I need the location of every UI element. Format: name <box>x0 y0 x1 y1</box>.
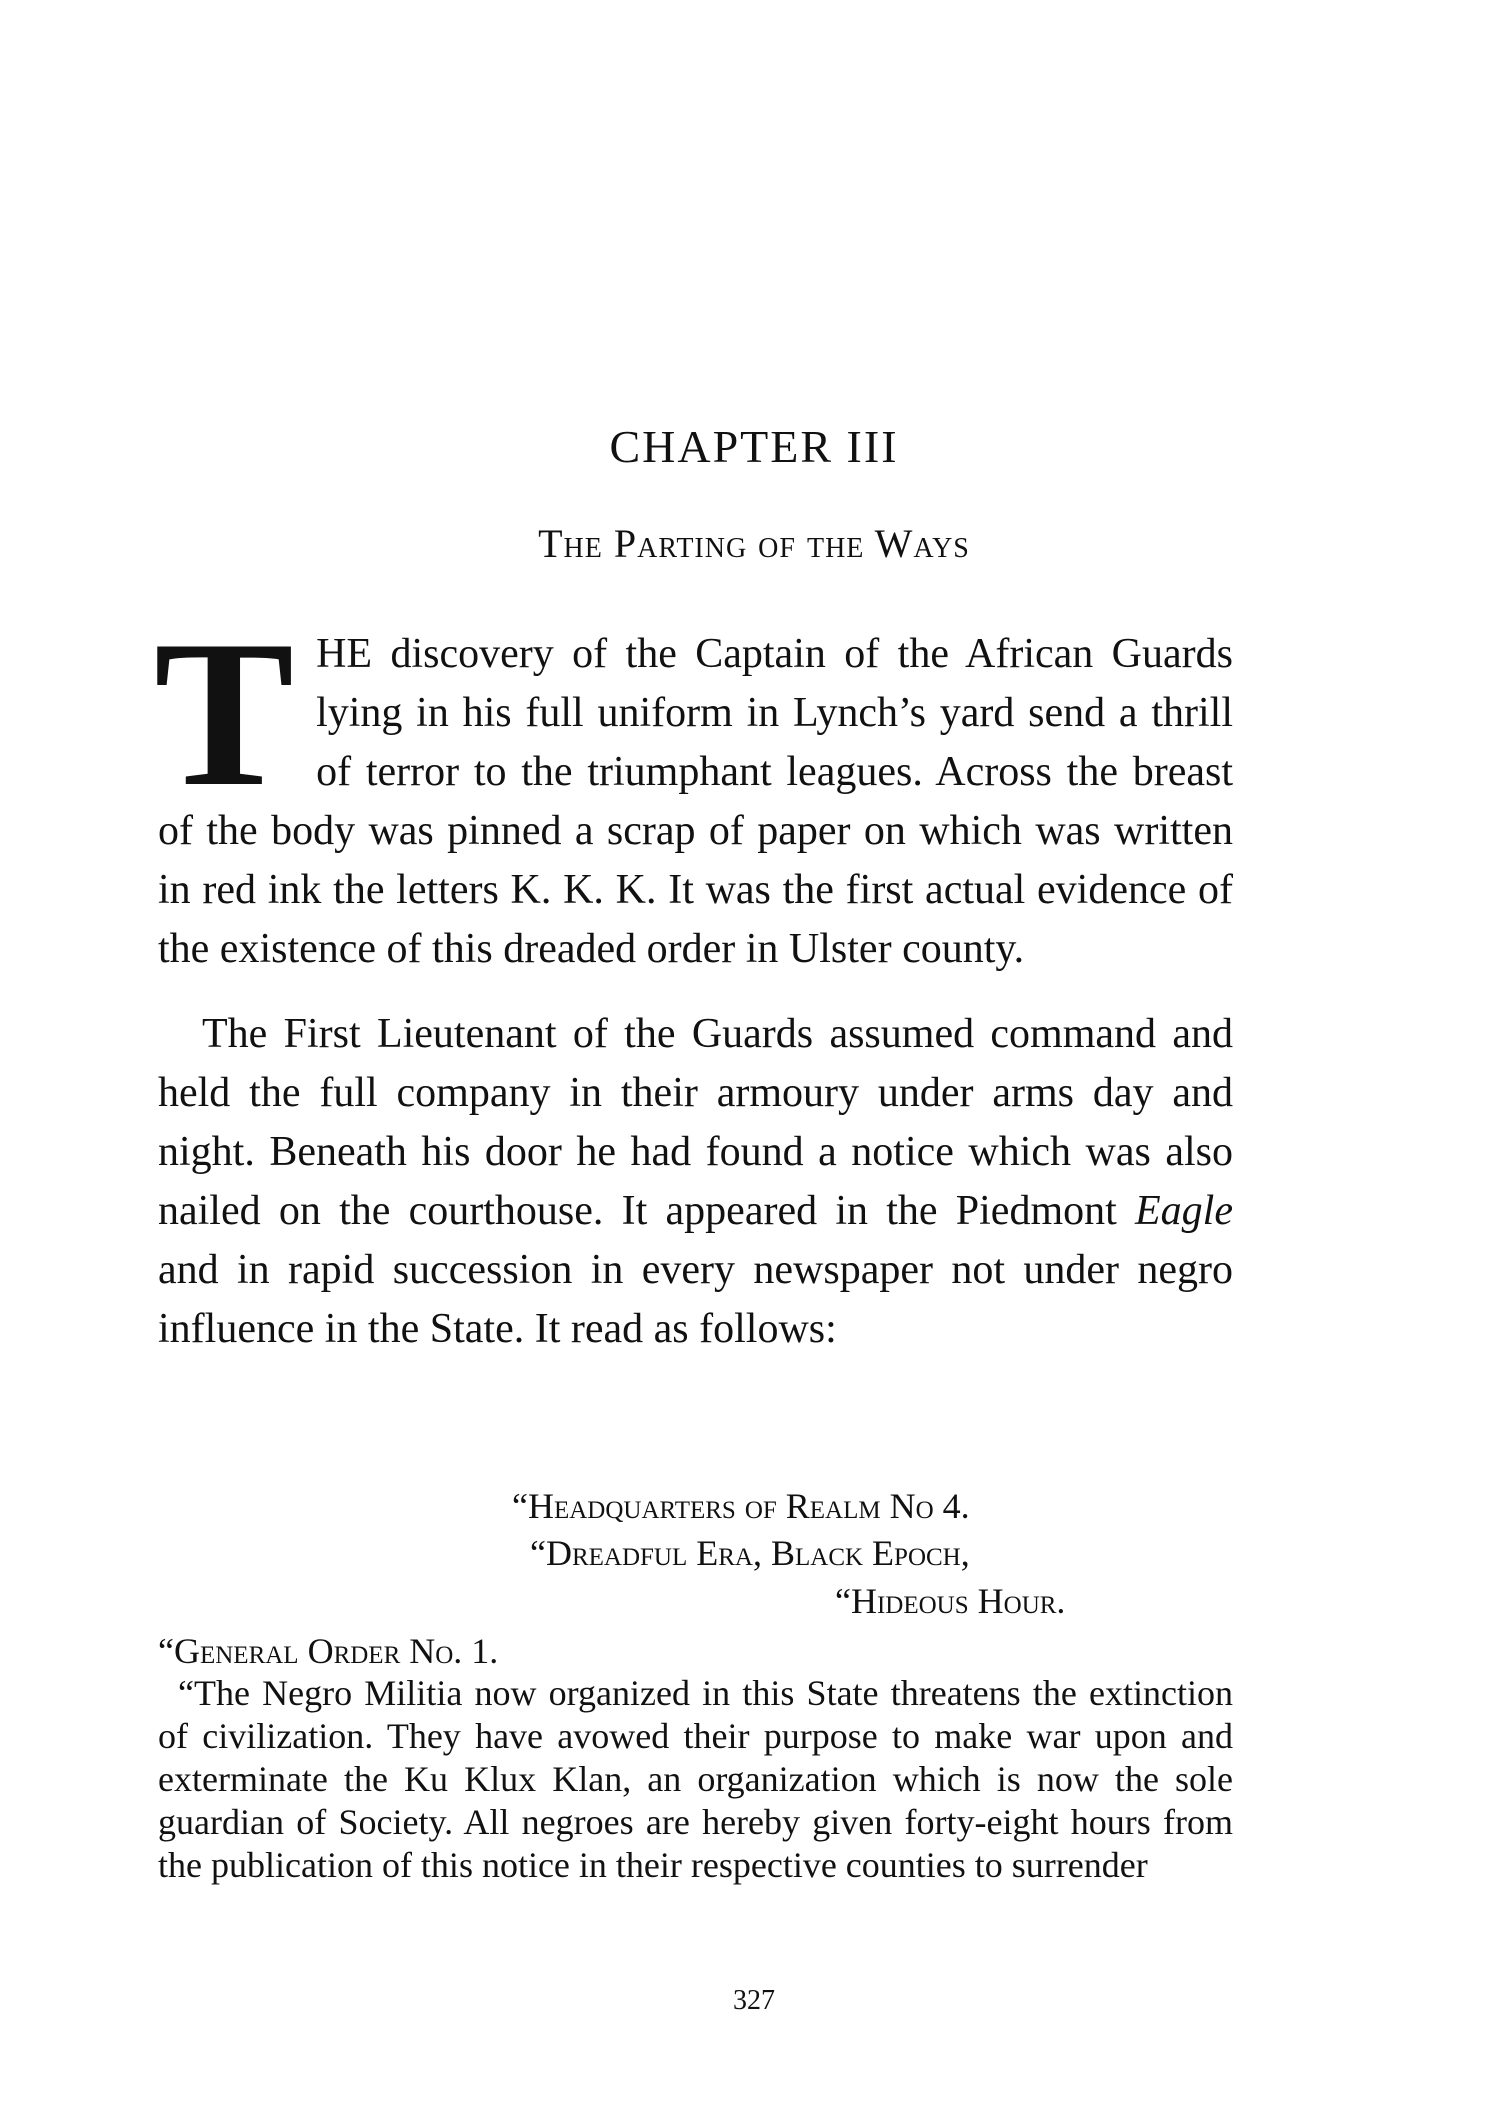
paragraph-2 <box>158 1005 1233 1359</box>
chapter-title: The Parting of the Ways <box>538 521 970 566</box>
paragraph-1-text: HE discovery of the Captain of the African Guards lying in his full uniform in Lynch’s yard send a thrill of terror to the triumphant leagues. Across the breast of the body was pinned a scrap of paper on which was written in red ink the letters K. K. K. It was the first actual evidence of the existence of this dreaded order in Ulster county. <box>158 631 1233 972</box>
notice-header-line-3: “Hideous Hour. <box>835 1581 1066 1621</box>
notice-header-line-1: “Headquarters of Realm No 4. <box>512 1486 970 1526</box>
drop-cap: T <box>154 598 295 830</box>
page-number: 327 <box>733 1985 775 2016</box>
paragraph-1 <box>154 598 1233 979</box>
paragraph-2-text-end: and in rapid succession in every newspaper not under negro influence in the State. It read as follows: <box>158 1247 1233 1352</box>
general-order-text: “The Negro Militia now organized in this State threatens the extinction of civilization. They have avowed their purpose to make war upon and exterminate the Ku Klux Klan, an organization which is now the sole guardian of Society. All negroes are hereby given forty-eight hours from the publication of this notice in their respective counties to surrender <box>158 1673 1233 1885</box>
newspaper-name: Eagle <box>1135 1188 1233 1234</box>
chapter-heading: CHAPTER III <box>609 421 899 472</box>
general-order-heading: “General Order No. 1. <box>158 1631 499 1671</box>
paragraph-2-text-start: The First Lieutenant of the Guards assumed command and held the full company in their armoury under arms day and night. Beneath his door he had found a notice which was also nailed on the courthouse. It appeared in the Piedmont <box>158 1011 1233 1234</box>
notice-header-line-2: “Dreadful Era, Black Epoch, <box>530 1533 970 1573</box>
